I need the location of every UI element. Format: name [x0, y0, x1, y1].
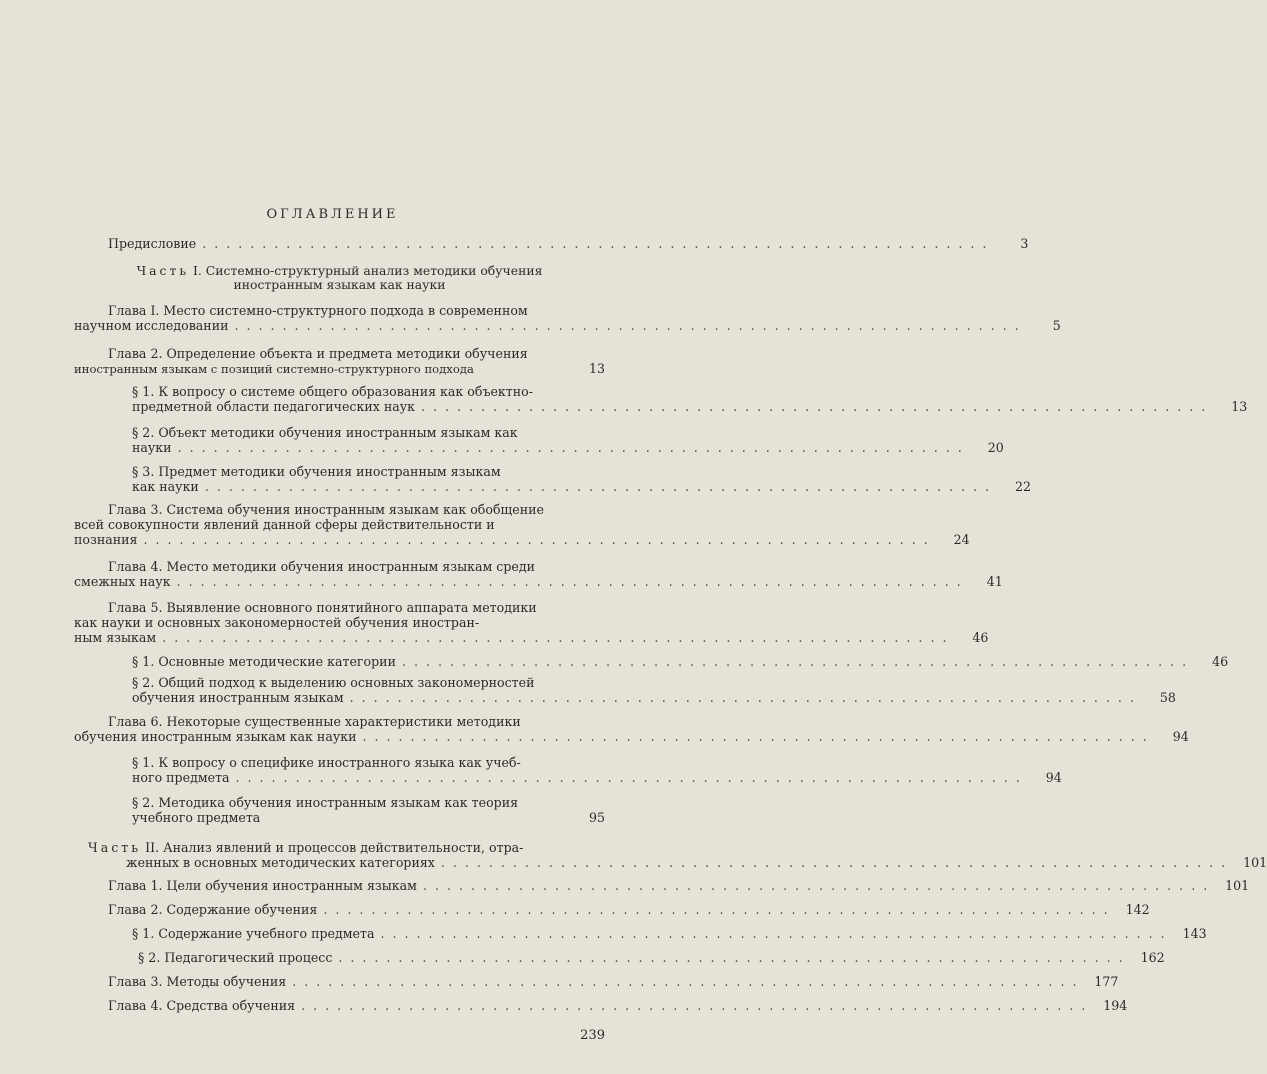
toc-line	[132, 654, 1229, 669]
toc-entry-chapter	[74, 600, 989, 645]
toc-line	[108, 236, 1029, 251]
toc-line	[74, 361, 605, 377]
toc-page-number: 41	[986, 574, 1003, 589]
toc-entry-title: иностранным языкам как науки	[233, 277, 446, 292]
toc-entry-section	[132, 755, 1062, 785]
dot-leader: ..................................................................	[323, 902, 1116, 917]
toc-entry-title: обучения иностранным языкам	[132, 690, 344, 705]
toc-entry-title: обучения иностранным языкам как науки	[74, 729, 357, 744]
toc-entry-title: познания	[74, 532, 138, 547]
part-prefix: Часть	[88, 840, 142, 855]
toc-entry-title: § 2. Педагогический процесс	[138, 950, 333, 965]
toc-page-number: 194	[1103, 998, 1128, 1013]
toc-entry-title: § 1. Основные методические категории	[132, 654, 396, 669]
toc-line: § 2. Общий подход к выделению основных закономерностей	[132, 675, 535, 690]
toc-entry-title: ного предмета	[132, 770, 230, 785]
toc-page-number: 22	[1015, 479, 1032, 494]
dot-leader: ..................................................................	[421, 399, 1214, 414]
toc-entry-title: иностранным языкам с позиций системно-структурного подхода	[74, 362, 474, 376]
toc-entry-section	[132, 464, 1032, 494]
toc-page-number: 46	[972, 630, 989, 645]
dot-leader: ..................................................................	[292, 974, 1085, 989]
toc-entry-title: Глава 2. Содержание обучения	[108, 902, 318, 917]
toc-line	[132, 440, 1004, 455]
toc-part-heading	[114, 264, 565, 292]
toc-entry-section	[138, 950, 1165, 965]
toc-entry-title: I. Системно-структурный анализ методики обучения	[193, 263, 543, 278]
toc-line: Глава 3. Система обучения иностранным языкам как обобщение	[108, 502, 544, 517]
toc-entry-title: Глава 1. Цели обучения иностранным языкам	[108, 878, 417, 893]
toc-line: § 3. Предмет методики обучения иностранным языкам	[132, 464, 501, 479]
dot-leader: ..................................................................	[349, 690, 1142, 705]
toc-page-number: 24	[953, 532, 970, 547]
toc-line	[114, 278, 565, 292]
toc-page-number: 94	[1045, 770, 1062, 785]
dot-leader: ..................................................................	[301, 998, 1094, 1013]
toc-line: § 2. Объект методики обучения иностранным языкам как	[132, 425, 518, 440]
toc-line	[88, 855, 1267, 870]
toc-line: Глава 5. Выявление основного понятийного аппарата методики	[108, 600, 537, 615]
toc-entry-title: II. Анализ явлений и процессов действительности, отра-	[145, 840, 524, 855]
toc-line	[108, 974, 1119, 989]
dot-leader: ..................................................................	[235, 770, 1028, 785]
toc-line	[132, 690, 1176, 705]
dot-leader: ..................................................................	[422, 878, 1216, 893]
part-prefix: Часть	[136, 263, 190, 278]
toc-entry-title: науки	[132, 440, 172, 455]
toc-line: Глава 4. Место методики обучения иностранным языкам среди	[108, 559, 536, 574]
toc-line: Глава 2. Определение объекта и предмета методики обучения	[108, 346, 528, 361]
toc-line: Глава 6. Некоторые существенные характеристики методики	[108, 714, 521, 729]
dot-leader: ..................................................................	[176, 574, 969, 589]
toc-line	[108, 878, 1250, 893]
toc-line	[74, 318, 1061, 333]
dot-leader: ..................................................................	[234, 318, 1027, 333]
toc-line	[74, 729, 1189, 744]
toc-entry-chapter	[74, 559, 1003, 589]
toc-entry-chapter	[108, 878, 1250, 893]
toc-page-number: 13	[1231, 399, 1248, 414]
toc-line	[74, 630, 989, 645]
dot-leader: ..................................................................	[401, 654, 1195, 669]
toc-line	[88, 840, 605, 855]
toc-entry-section	[132, 384, 1248, 414]
toc-entry-section	[132, 425, 1004, 455]
toc-entry-title: научном исследовании	[74, 318, 229, 333]
dot-leader: ..................................................................	[202, 236, 995, 251]
toc-line: как науки и основных закономерностей обучения иностран-	[74, 615, 480, 630]
toc-page-number: 3	[1020, 236, 1029, 251]
dot-leader: ..................................................................	[177, 440, 970, 455]
toc-entry-chapter	[108, 998, 1128, 1013]
toc-entry-title: § 1. Содержание учебного предмета	[132, 926, 375, 941]
toc-line	[114, 264, 565, 278]
toc-entry-section	[132, 654, 1229, 669]
toc-entry-title: Глава 4. Средства обучения	[108, 998, 296, 1013]
toc-line: § 1. К вопросу о системе общего образования как объектно-	[132, 384, 533, 399]
toc-line	[108, 998, 1128, 1013]
dot-leader: ..................................................................	[362, 729, 1155, 744]
toc-entry-chapter	[74, 502, 970, 547]
toc-line: всей совокупности явлений данной сферы действительности и	[74, 517, 495, 532]
toc-line	[132, 926, 1207, 941]
toc-part-heading	[88, 840, 1267, 870]
toc-entry-chapter	[74, 346, 605, 377]
toc-entry-chapter	[74, 714, 1189, 744]
toc-line	[138, 950, 1165, 965]
toc-entry-title: женных в основных методических категориях	[126, 855, 435, 870]
toc-line: § 2. Методика обучения иностранным языкам как теория	[132, 795, 519, 810]
toc-entry-section	[132, 675, 1176, 705]
page-title: ОГЛАВЛЕНИЕ	[266, 207, 399, 222]
page-number: 239	[580, 1028, 605, 1043]
toc-page-number: 13	[588, 361, 605, 376]
toc-line	[108, 902, 1150, 917]
toc-line	[132, 479, 1032, 494]
toc-line: § 1. К вопросу о специфике иностранного языка как учеб-	[132, 755, 521, 770]
toc-entry-chapter	[74, 303, 1061, 333]
dot-leader: ..................................................................	[380, 926, 1173, 941]
toc-entry-title: предметной области педагогических наук	[132, 399, 416, 414]
toc-entry-chapter	[108, 974, 1119, 989]
toc-page-number: 177	[1094, 974, 1119, 989]
toc-line	[132, 770, 1062, 785]
toc-page-number: 101	[1225, 878, 1250, 893]
toc-entry-section	[132, 926, 1207, 941]
toc-entry-preface	[108, 236, 1029, 251]
toc-page-number: 5	[1052, 318, 1061, 333]
toc-page-number: 162	[1140, 950, 1165, 965]
toc-entry-title: ным языкам	[74, 630, 157, 645]
toc-entry-title: как науки	[132, 479, 199, 494]
toc-entry-title: Глава 3. Методы обучения	[108, 974, 287, 989]
dot-leader: ..................................................................	[440, 855, 1234, 870]
toc-entry-title: смежных наук	[74, 574, 171, 589]
toc-line	[132, 399, 1248, 414]
toc-page-number: 95	[588, 810, 605, 825]
toc-line: Глава I. Место системно-структурного подхода в современном	[108, 303, 528, 318]
dot-leader: ..................................................................	[143, 532, 936, 547]
toc-page-number: 143	[1182, 926, 1207, 941]
dot-leader: ..................................................................	[204, 479, 998, 494]
toc-entry-title: учебного предмета	[132, 810, 261, 825]
toc-entry-section	[132, 795, 605, 825]
toc-line	[74, 532, 970, 547]
toc-line	[74, 574, 1003, 589]
toc-page-number: 101	[1243, 855, 1267, 870]
toc-page-number: 46	[1212, 654, 1229, 669]
toc-page-number: 58	[1159, 690, 1176, 705]
toc-page-number: 20	[987, 440, 1004, 455]
toc-page-number: 142	[1125, 902, 1150, 917]
dot-leader: ..................................................................	[162, 630, 955, 645]
dot-leader: ..................................................................	[338, 950, 1131, 965]
toc-line	[132, 810, 605, 825]
toc-entry-title: Предисловие	[108, 236, 197, 251]
toc-page-number: 94	[1172, 729, 1189, 744]
toc-entry-chapter	[108, 902, 1150, 917]
